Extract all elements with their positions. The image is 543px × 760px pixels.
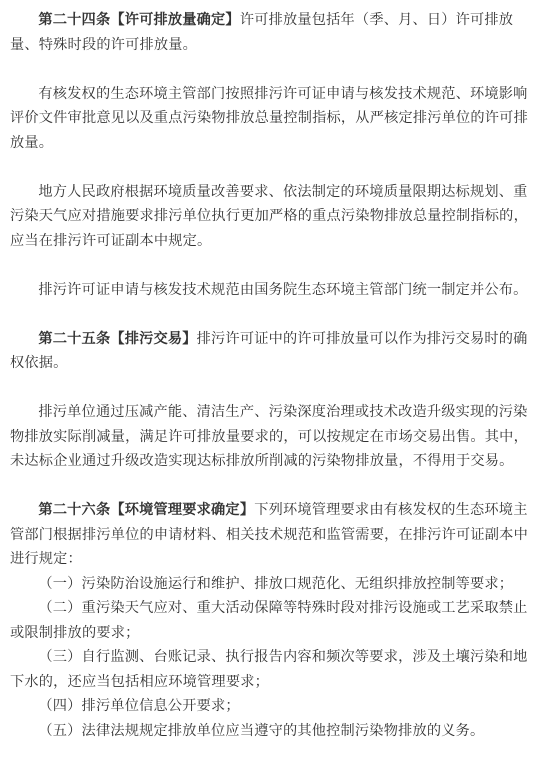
technical-norms-paragraph: 排污许可证申请与核发技术规范由国务院生态环境主管部门统一制定并公布。	[38, 281, 528, 298]
article-26-body: 下列环境管理要求由有核发权的生态环境主管部门根据排污单位的申请材料、相关技术规范和监管需要，在排污许可证副本中进行规定：	[10, 502, 528, 567]
list-item-text: （二）重污染天气应对、重大活动保障等特殊时段对排污设施或工艺采取禁止或限制排放的要求；	[10, 600, 528, 641]
list-item-text: （四）排污单位信息公开要求；	[38, 698, 240, 714]
list-item	[10, 572, 533, 597]
list-item	[10, 596, 533, 645]
local-government-paragraph: 地方人民政府根据环境质量改善要求、依法制定的环境质量限期达标规划、重污染天气应对措施要求排污单位执行更加严格的重点污染物排放总量控制指标的，应当在排污许可证副本中规定。	[10, 183, 528, 249]
article-25-heading: 第二十五条【排污交易】	[38, 330, 197, 347]
list-item-text: （三）自行监测、台账记录、执行报告内容和频次等要求，涉及土壤污染和地下水的，还应当包括相应环境管理要求；	[10, 649, 528, 690]
article-26-heading: 第二十六条【环境管理要求确定】	[38, 502, 255, 518]
list-item	[10, 719, 533, 744]
article-24-paragraph	[10, 8, 533, 57]
article-25-body: 排污许可证中的许可排放量可以作为排污交易时的确权依据。	[10, 330, 528, 371]
article-26-paragraph	[10, 498, 533, 572]
approval-paragraph: 有核发权的生态环境主管部门按照排污许可证申请与核发技术规范、环境影响评价文件审批意见以及重点污染物排放总量控制指标，从严核定排污单位的许可排放量。	[10, 85, 528, 151]
list-item	[10, 645, 533, 694]
article-25-paragraph	[10, 327, 533, 376]
article-24-body: 许可排放量包括年（季、月、日）许可排放量、特殊时段的许可排放量。	[10, 12, 514, 53]
article-24-heading: 第二十四条【许可排放量确定】	[38, 12, 240, 28]
list-item-text: （五）法律法规规定排放单位应当遵守的其他控制污染物排放的义务。	[38, 722, 485, 739]
trading-paragraph: 排污单位通过压减产能、清洁生产、污染深度治理或技术改造升级实现的污染物排放实际削减量，满足许可排放量要求的，可以按规定在市场交易出售。其中，未达标企业通过升级改造实现达标排放所削减的污染物排放量，不得用于交易。	[10, 404, 528, 469]
list-item	[10, 694, 533, 719]
list-item-text: （一）污染防治设施运行和维护、排放口规范化、无组织排放控制等要求；	[38, 575, 514, 592]
